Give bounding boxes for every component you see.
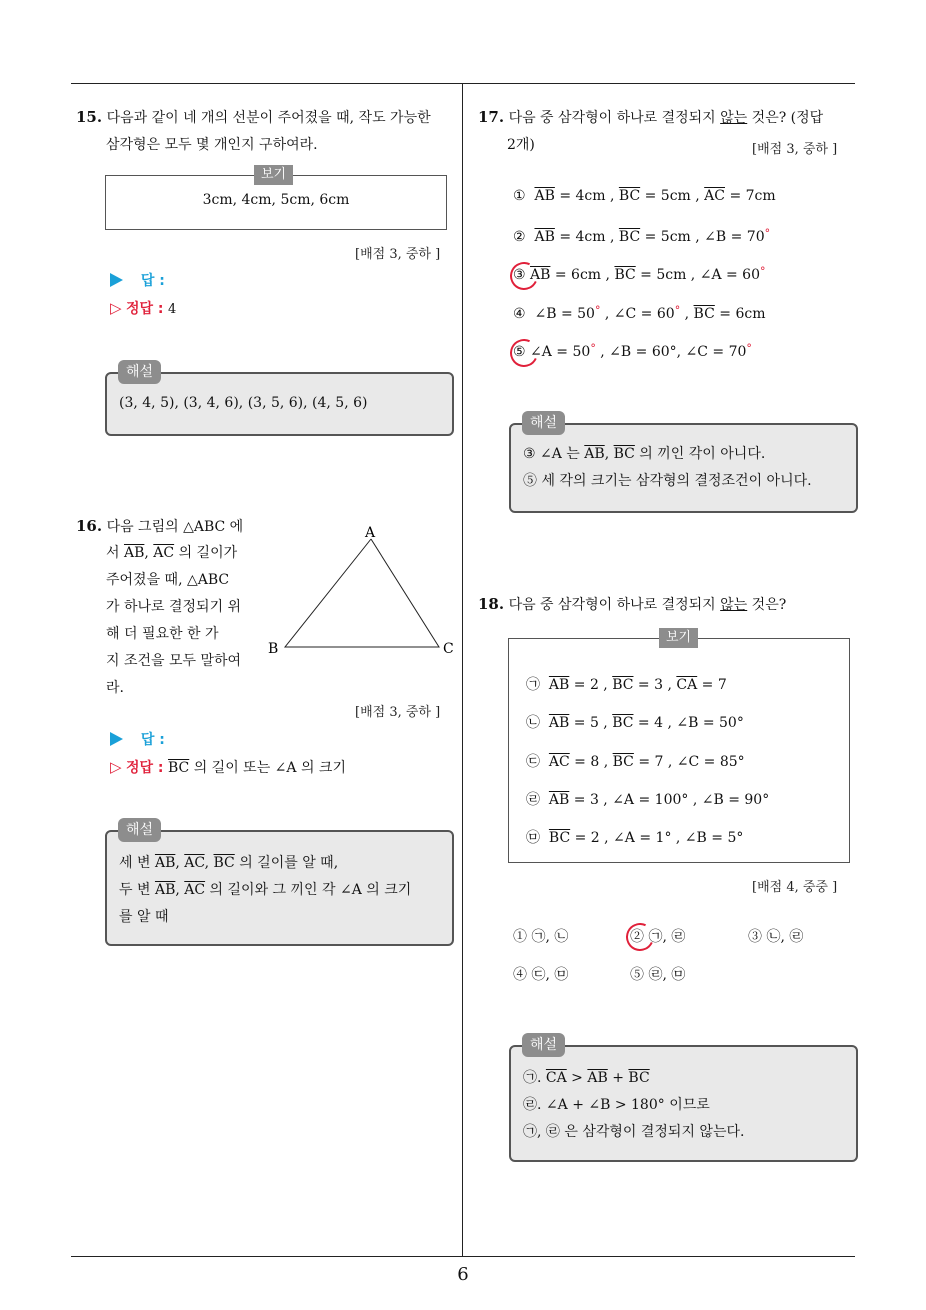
q16-line1: 다음 그림의 △ABC 에: [106, 519, 244, 535]
q18-item-2: ㉡ $\overline{AB} = 5$ , $\overline{BC} = 4$ , ∠B = 50°: [526, 715, 744, 731]
q16-solution-text: 세 변 $\overline{AB}$, $\overline{AC}$, $\overline{BC}$ 의 길이를 알 때, 두 변 $\overline{AB}$, $\overline{AC}$ 의 길이와 그 끼인 각 ∠A 의 크기 를 알 때: [119, 855, 412, 925]
q18-choice-4[interactable]: ④ ㉢, ㉤: [513, 967, 569, 983]
q18-score: [배점 4, 중중 ]: [752, 880, 838, 895]
answer-triangle-icon: [110, 273, 123, 287]
q17-solution-box: [509, 423, 858, 513]
q16-line4: 가 하나로 결정되기 위: [106, 599, 242, 615]
q16-line3: 주어졌을 때, △ABC: [106, 572, 230, 588]
q15-answer-label: 답 :: [140, 273, 165, 289]
q18-solution-label: 해설: [522, 1033, 565, 1057]
q18-solution-box: [509, 1045, 858, 1162]
q17-number: 17.: [478, 108, 505, 126]
q16-solution-box: [105, 830, 454, 946]
q18-question: 18. 다음 중 삼각형이 하나로 결정되지 않는 것은?: [478, 595, 787, 613]
q17-score: [배점 3, 중하 ]: [752, 142, 838, 157]
q15-line2: 삼각형은 모두 몇 개인지 구하여라.: [106, 137, 318, 153]
q16-triangle-figure: [265, 520, 460, 660]
q15-answer-row: [110, 270, 165, 290]
q15-correct-value: 4: [167, 302, 177, 317]
q15-correct-label: 정답 :: [126, 301, 164, 317]
correct-triangle-icon: ▷: [110, 758, 122, 776]
q16-question: [76, 513, 261, 541]
q18-number: 18.: [478, 595, 505, 613]
q15-number: 15.: [76, 108, 103, 126]
q15-solution-label: 해설: [118, 360, 161, 384]
vertex-c-label: C: [443, 641, 454, 657]
page-number: 6: [457, 1264, 469, 1285]
q18-choice-5[interactable]: ⑤ ㉣, ㉤: [630, 967, 686, 983]
q18-choice-3[interactable]: ③ ㉡, ㉣: [748, 929, 804, 945]
q15-question: [76, 104, 461, 159]
top-rule: [71, 83, 855, 84]
q17-solution-label: 해설: [522, 411, 565, 435]
q16-correct-label: 정답 :: [126, 760, 164, 776]
vertex-a-label: A: [365, 525, 376, 541]
q18-selected-mark-2: [622, 919, 658, 955]
correct-triangle-icon: ▷: [110, 299, 122, 317]
q15-example-label: 보기: [254, 165, 293, 185]
q17-option-4[interactable]: ④ ∠B = 50° , ∠C = 60° , $\overline{BC} = 6cm$: [513, 304, 766, 322]
q17-option-1[interactable]: ① $\overline{AB} = 4cm$ , $\overline{BC} = 5cm$ , $\overline{AC} = 7cm$: [513, 188, 776, 204]
q17-selected-mark-3: [506, 258, 542, 294]
q17-option-3[interactable]: ③ $\overline{AB} = 6cm$ , $\overline{BC} = 5cm$ , ∠A = 60°: [513, 265, 766, 283]
q16-number: 16.: [76, 517, 103, 535]
q18-choice-2[interactable]: ② ㉠, ㉣: [630, 929, 686, 945]
q16-line6: 지 조건을 모두 말하여: [106, 653, 242, 669]
q16-question-cont: [106, 540, 266, 702]
q17-option-2[interactable]: ② $\overline{AB} = 4cm$ , $\overline{BC} = 5cm$ , ∠B = 70°: [513, 227, 771, 245]
q16-line2: 서 $\overline{AB}$, $\overline{AC}$ 의 길이가: [106, 545, 238, 561]
q18-item-1: ㉠ $\overline{AB} = 2$ , $\overline{BC} = 3$ , $\overline{CA} = 7$: [526, 677, 727, 693]
q18-item-3: ㉢ $\overline{AC} = 8$ , $\overline{BC} = 7$ , ∠C = 85°: [526, 754, 745, 770]
q18-choice-1[interactable]: ① ㉠, ㉡: [513, 929, 569, 945]
q18-example-box: [508, 638, 850, 863]
q16-correct-bc: $\overline{BC}$: [167, 760, 190, 776]
q17-selected-mark-5: [506, 335, 542, 371]
vertex-b-label: B: [268, 641, 279, 657]
q16-correct-row: [110, 757, 346, 777]
q16-correct-rest: 의 길이 또는 ∠A 의 크기: [189, 760, 346, 776]
q18-solution-text: ㉠. $\overline{CA} > \overline{AB} + \overline{BC}$ ㉣. ∠A + ∠B > 180° 이므로 ㉠, ㉣ 은 삼각형이 결정되지 않는다.: [523, 1070, 745, 1140]
q17-option-5[interactable]: ⑤ ∠A = 50° , ∠B = 60°, ∠C = 70°: [513, 342, 752, 360]
q15-line1: 다음과 같이 네 개의 선분이 주어졌을 때, 작도 가능한: [106, 110, 431, 126]
q16-answer-label: 답 :: [140, 732, 165, 748]
bottom-rule: [71, 1256, 855, 1257]
answer-triangle-icon: [110, 732, 123, 746]
q15-correct-row: [110, 298, 176, 318]
q18-item-5: ㉤ $\overline{BC} = 2$ , ∠A = 1° , ∠B = 5°: [526, 830, 744, 846]
column-divider: [462, 83, 463, 1256]
q16-score: [배점 3, 중하 ]: [355, 705, 441, 720]
q17-solution-text: ③ ∠A 는 $\overline{AB}$, $\overline{BC}$ 의 끼인 각이 아니다. ⑤ 세 각의 크기는 삼각형의 결정조건이 아니다.: [523, 446, 812, 489]
q16-answer-row: [110, 729, 165, 749]
q15-solution-text: (3, 4, 5), (3, 4, 6), (3, 5, 6), (4, 5, 6): [119, 395, 368, 411]
q16-line5: 해 더 필요한 한 가: [106, 626, 219, 642]
q15-score: [배점 3, 중하 ]: [355, 247, 441, 262]
q16-solution-label: 해설: [118, 818, 161, 842]
q18-example-label: 보기: [659, 628, 698, 648]
q17-question: 17. 다음 중 삼각형이 하나로 결정되지 않는 것은? (정답 2개): [478, 108, 824, 153]
q16-line7: 라.: [106, 680, 124, 696]
q15-example-content: 3cm, 4cm, 5cm, 6cm: [202, 192, 350, 208]
q18-item-4: ㉣ $\overline{AB} = 3$ , ∠A = 100° , ∠B = 90°: [526, 792, 770, 808]
